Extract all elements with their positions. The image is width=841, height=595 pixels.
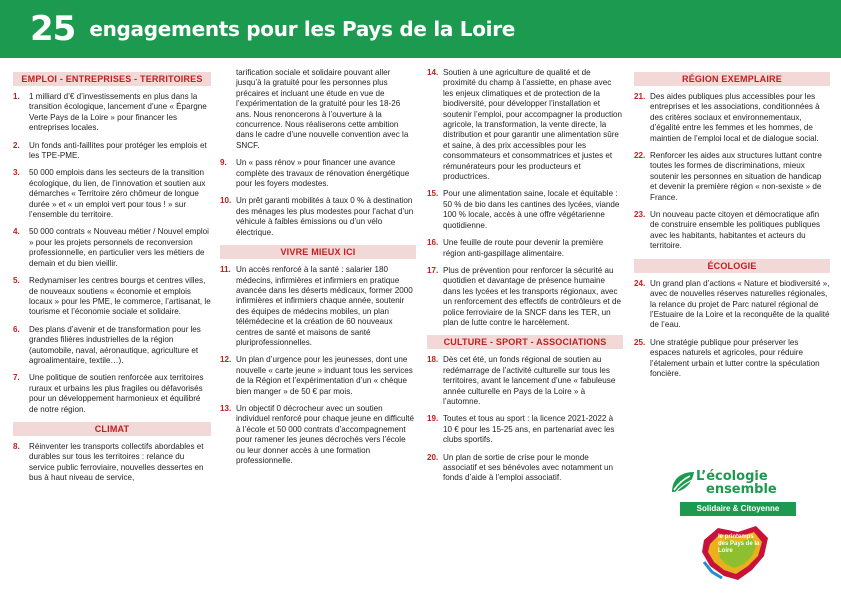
item-number: 17. [427, 265, 439, 275]
item-number: 8. [13, 441, 20, 451]
item-continuation: tarification sociale et solidaire pouvant aller jusqu’à la gratuité pour les personnes plus précaires et incluant une étude en vue de l’expérimentation de la gratuité pour les 18-26 ans. Nous renoncerons à l’ouverture à la concurrence. Nous réaliserons cette ambition dans le cadre d’une nouvelle convention avec la SNCF. [236, 68, 409, 150]
item-number: 1. [13, 92, 20, 101]
section-ecologie: ÉCOLOGIE [634, 259, 830, 273]
header-number: 25 [30, 9, 76, 49]
section-emploi: EMPLOI - ENTREPRISES - TERRITOIRES [13, 72, 211, 86]
logo-name-line1: L’écologie [696, 469, 768, 484]
item-number: 13. [220, 403, 232, 413]
item-number: 24. [634, 278, 646, 288]
item-number: 10. [220, 196, 232, 206]
item-text: Un « pass rénov » pour financer une avance complète des travaux de rénovation énergétique pour les foyers modestes. [236, 158, 410, 189]
list-item [634, 338, 830, 380]
item-number: 3. [13, 168, 20, 178]
item-number: 4. [13, 227, 20, 237]
item-text: Un plan de sortie de crise pour le monde associatif et ses bénévoles avec notamment un fonds d’aide à l’emploi associatif. [443, 452, 614, 483]
list-item [634, 210, 830, 252]
header-title: engagements pour les Pays de la Loire [89, 17, 516, 41]
list-item [13, 325, 211, 367]
list-item [427, 238, 623, 259]
logo-name-line2: ensemble [706, 482, 777, 497]
item-text: Soutien à une agriculture de qualité et de proximité du champ à l’assiette, en phase avec les enjeux climatiques et de protection de la biodiversité, pour développer l’installation et soutenir l’emploi, pour accompagner la production agricole, la transformation, la vente directe, la distribution et pour garantir une alimentation sûre et saine, à des prix accessibles pour les consommateurs et consommatrices et justes et rémunérateurs pour les producteurs et productrices. [443, 68, 623, 182]
list-item [220, 265, 416, 348]
item-text: Toutes et tous au sport : la licence 2021-2022 à 10 € pour les 15-25 ans, en partenariat avec les clubs sportifs. [443, 414, 615, 445]
list-item [220, 404, 416, 466]
list-item [427, 68, 623, 182]
item-text: Redynamiser les centres bourgs et centres villes, de nouveaux soutiens « économie et emplois locaux » pour les PME, le commerce, l’artisanat, le tourisme et l’économie sociale et solidaire. [29, 276, 211, 317]
list-item [634, 151, 830, 203]
item-number: 11. [220, 265, 231, 275]
page-header [0, 0, 841, 58]
item-number: 21. [634, 92, 646, 101]
list-item [13, 227, 211, 269]
item-number: 25. [634, 337, 646, 347]
item-text: Un objectif 0 décrocheur avec un soutien individuel renforcé pour chaque jeune en difficulté à l’école et 50 000 contrats d’accompagnement pour ramener les jeunes décrochés vers l’école ou leur donner accès à une formation professionnelle. [236, 403, 415, 465]
item-number: 6. [13, 324, 20, 334]
item-text: Un fonds anti-faillites pour protéger les emplois et les TPE-PME. [29, 140, 207, 161]
printemps-label: le printemps des Pays de la Loire [718, 534, 760, 554]
list-item [220, 355, 416, 397]
item-text: Des aides publiques plus accessibles pour les entreprises et les associations, conditionnées à des critères sociaux et environnementaux, d’égalité entre les femmes et les hommes, de maintien de l’emploi local et de dialogue social. [650, 92, 820, 143]
list-item [427, 414, 623, 445]
item-number: 5. [13, 276, 20, 286]
item-text: Une feuille de route pour devenir la première région anti-gaspillage alimentaire. [443, 238, 604, 258]
column-2 [220, 68, 416, 473]
list-item [13, 373, 211, 415]
list-item [634, 92, 830, 144]
item-text: Renforcer les aides aux structures luttant contre toutes les formes de discriminations, mieux soutenir les personnes en situation de handicap et devenir la première région « non-sexiste » de France. [650, 151, 822, 202]
item-text: Plus de prévention pour renforcer la sécurité au quotidien et davantage de présence humaine dans les lycées et les transports régionaux, avec un renforcement des effectifs de contrôleurs et de police ferroviaire de la SNCF dans les TER, un plan de lutte contre le harcèlement. [443, 265, 622, 327]
list-item [220, 158, 416, 189]
item-text: Pour une alimentation saine, locale et équitable : 50 % de bio dans les cantines des lycées, viande 100 % locale, accès à une offre végétarienne quotidienne. [443, 189, 620, 230]
item-number: 12. [220, 355, 232, 365]
item-text: 50 000 contrats « Nouveau métier / Nouvel emploi » pour les projets personnels de reconversion professionnelle, en particulier vers les métiers de demain et du bien vieillir. [29, 227, 209, 268]
list-item [427, 453, 623, 484]
item-number: 14. [427, 68, 439, 77]
item-number: 19. [427, 414, 439, 424]
logo-area [660, 468, 830, 588]
list-item [13, 276, 211, 318]
item-number: 22. [634, 151, 646, 161]
item-text: Un nouveau pacte citoyen et démocratique afin de construire ensemble les politiques publiques avec les habitants, habitantes et acteurs du territoire. [650, 210, 821, 251]
item-text: 1 milliard d’€ d’investissements en plus dans la transition écologique, lancement d’une « Épargne Verte Pays de la Loire » pour financer les entreprises locales. [29, 92, 207, 133]
section-culture: CULTURE - SPORT - ASSOCIATIONS [427, 335, 623, 349]
item-number: 9. [220, 158, 227, 168]
item-text: Un prêt garanti mobilités à taux 0 % à destination des ménages les plus modestes pour l’achat d’un véhicule à faibles émissions ou d’un vélo électrique. [236, 196, 414, 237]
section-vivre: VIVRE MIEUX ICI [220, 245, 416, 259]
list-item [220, 196, 416, 238]
list-item [13, 442, 211, 484]
item-text: Une stratégie publique pour préserver les espaces naturels et agricoles, pour réduire l’étalement urbain et lutter contre la spéculation foncière. [650, 337, 820, 378]
list-item [427, 355, 623, 407]
item-text: Réinventer les transports collectifs abordables et durables sur tous les territoires : relance du service public ferroviaire, nouvelles dessertes en bus à haut niveau de service, [29, 441, 204, 483]
list-item [13, 141, 211, 162]
column-1 [13, 68, 211, 491]
item-text: 50 000 emplois dans les secteurs de la transition écologique, du lien, de l’innovation et soutien aux démarches « Territoire zéro chômeur de longue durée » et « un emploi vert pour tous ! » sur l’ensemble du territoire. [29, 168, 206, 220]
item-text: Un plan d’urgence pour les jeunesses, dont une nouvelle « carte jeune » induant tous les services de la Région et l’expérimentation d’un « chèque bien manger » de 50 € par mois. [236, 355, 413, 396]
column-4 [634, 68, 830, 386]
ecologie-ensemble-logo-icon [668, 468, 696, 496]
section-climat: CLIMAT [13, 422, 211, 436]
item-number: 23. [634, 210, 646, 220]
logo-name [696, 470, 777, 496]
section-region: RÉGION EXEMPLAIRE [634, 72, 830, 86]
column-3 [427, 68, 623, 491]
list-item [427, 266, 623, 328]
item-number: 7. [13, 373, 20, 383]
item-text: Un grand plan d’actions « Nature et biodiversité », avec de nouvelles réserves naturelles régionales, la relance du projet de Parc naturel régional de l’Estuaire de la Loire et la reconquête de la qualité de l’eau. [650, 278, 830, 330]
list-item [13, 168, 211, 220]
list-item [634, 279, 830, 331]
item-number: 2. [13, 140, 20, 150]
item-text: Un accès renforcé à la santé : salarier 180 médecins, infirmières et infirmiers en pratique avancée dans les déserts médicaux, former 2000 infirmières et infirmiers chaque année, soutenir des équipes de médecins mobiles, un plan télémédecine et la création de 60 nouveaux centres de santé et maisons de santé pluriprofessionnelles. [236, 265, 413, 347]
logo-badge: Solidaire & Citoyenne [680, 502, 796, 516]
item-text: Une politique de soutien renforcée aux territoires ruraux et urbains les plus fragiles ou défavorisés pour un développement harmonieux et équilibré de notre région. [29, 373, 204, 414]
item-text: Dès cet été, un fonds régional de soutien au redémarrage de l’activité culturelle sur tous les territoires, avant le lancement d’une « fabuleuse année culturelle en Pays de la Loire » à l’automne. [443, 355, 616, 406]
item-number: 20. [427, 452, 439, 462]
list-item [13, 92, 211, 134]
list-item [427, 189, 623, 231]
item-number: 16. [427, 238, 439, 248]
item-text: Des plans d’avenir et de transformation pour les grandes filières industrielles de la région (automobile, naval, aéronautique, agriculture et agroalimentaire, textile…). [29, 324, 201, 365]
item-number: 15. [427, 189, 439, 199]
item-number: 18. [427, 355, 439, 365]
